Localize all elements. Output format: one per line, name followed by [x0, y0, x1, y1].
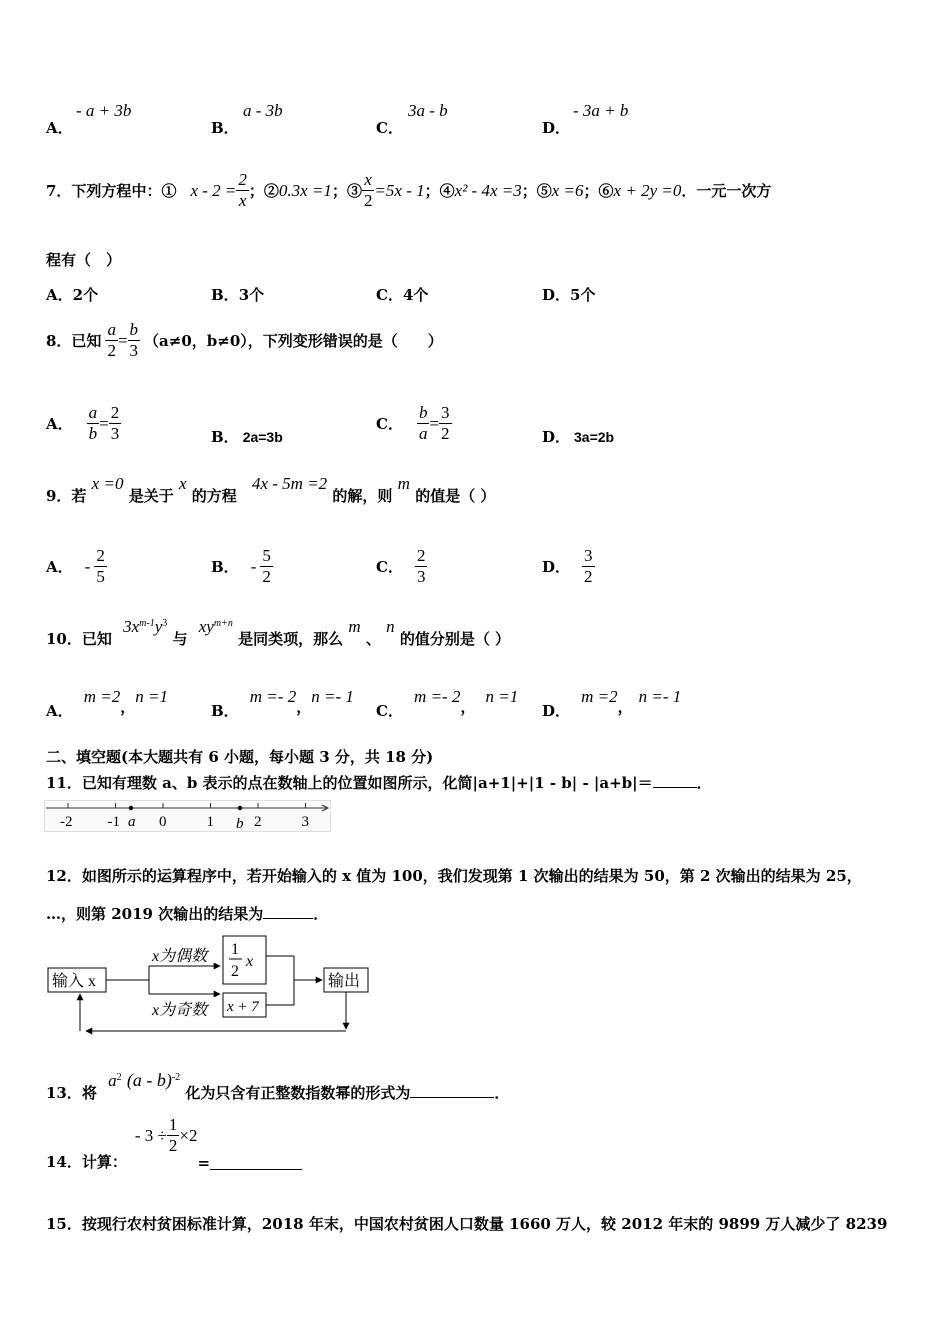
number-line-tick-label: -1 [107, 814, 120, 830]
q7-suffix: ．一元一次方 [681, 182, 772, 200]
question-10 [46, 617, 511, 660]
q8-option-c: C． $\frac{b}{a}$ = $\frac{3}{2}$ [376, 403, 450, 443]
flow-odd-op: x + 7 [227, 999, 259, 1015]
q9-mid1: 是关于 [128, 487, 174, 505]
q7-eq4: x² - 4x =3 [454, 180, 522, 200]
point-a-label: a [128, 814, 136, 830]
q9-mid3: 的解，则 [332, 487, 393, 505]
q7-line2: 程有（ ） [46, 251, 122, 269]
q13-expr-paren: (a - b) [126, 1070, 172, 1090]
q7-sep2: ；② [248, 182, 279, 200]
q7-option-a: A．2个 [46, 286, 99, 304]
q14-answer-blank[interactable] [210, 1169, 302, 1170]
question-11 [46, 772, 712, 793]
flow-output-label: 输出 [328, 973, 361, 990]
q7-eq3-fraction: $\frac{x}{2}$ [363, 170, 373, 210]
q8-suffix: （a≠0，b≠0），下列变形错误的是（ ） [144, 332, 443, 350]
q10-var-n: n [386, 617, 395, 636]
q12-flowchart [44, 930, 374, 1040]
q6-option-c-letter: C． [376, 119, 403, 137]
q7-sep5: ；⑤ [521, 182, 552, 200]
q14-expression [135, 1115, 198, 1156]
question-9 [46, 474, 496, 515]
q7-option-d: D．5个 [542, 286, 596, 304]
q6-option-b-letter: B． [211, 119, 239, 137]
q11-text: 11．已知有理数 a、b 表示的点在数轴上的位置如图所示，化简|a+1|+|1 - b| - |a+b|＝ [46, 774, 653, 792]
q7-sep3: ；③ [331, 182, 362, 200]
question-13 [46, 1070, 509, 1102]
q11-answer-blank[interactable] [653, 787, 697, 788]
q13-prefix: 13．将 [46, 1084, 97, 1102]
q6-option-c-expr: 3a - b [408, 101, 448, 120]
question-14 [46, 1115, 302, 1174]
q9-prefix: 9．若 [46, 487, 87, 505]
point-b-dot [238, 806, 242, 810]
q10-option-d: D． m =2，n =- 1 [542, 687, 682, 720]
q7-sep6: ；⑥ [583, 182, 614, 200]
number-line-tick-label: 3 [301, 814, 309, 830]
question-8 [46, 320, 443, 361]
q13-expr-paren-sup: -2 [171, 1072, 181, 1083]
flow-even-op-den: 2 [231, 963, 239, 980]
q12-line2: …，则第 2019 次输出的结果为 ． [46, 905, 329, 923]
q8-option-b: B． 2a=3b [211, 428, 283, 446]
q10-term1: $3x^{m-1}y^3$ [123, 617, 168, 636]
q8-cond-frac2: $\frac{b}{3}$ [129, 320, 139, 360]
q12-line1: 12．如图所示的运算程序中，若开始输入的 x 值为 100，我们发现第 1 次输出的结果为 50，第 2 次输出的结果为 25， [46, 867, 862, 885]
q14-expr-right: ×2 [179, 1125, 198, 1145]
q8-option-a: A． $\frac{a}{b}$ = $\frac{2}{3}$ [46, 403, 120, 443]
q7-eq2: 0.3x =1 [278, 180, 332, 200]
q12-answer-blank[interactable] [263, 918, 313, 919]
q10-option-c: C． m =- 2，n =1 [376, 687, 519, 720]
q14-fraction: $\frac{1}{2}$ [168, 1115, 178, 1155]
q8-cond-eq: = [117, 330, 128, 350]
q10-var-m: m [348, 617, 361, 636]
q15-text: 15．按现行农村贫困标准计算，2018 年末，中国农村贫困人口数量 1660 万人，较 2012 年末的 9899 万人减少了 8239 [46, 1215, 888, 1233]
q6-option-a-expr: - a + 3b [76, 101, 132, 120]
q7-eq5: x =6 [551, 180, 584, 200]
q13-expr-a: a [108, 1071, 117, 1090]
point-a-dot [129, 806, 133, 810]
q13-answer-blank[interactable] [410, 1097, 494, 1098]
number-line-tick-label: -2 [60, 814, 73, 830]
flow-input-label: 输入 x [52, 973, 97, 990]
flow-even-op-var: x [246, 953, 254, 970]
q7-prefix: 7．下列方程中：① [46, 182, 177, 200]
q10-prefix: 10．已知 [46, 630, 112, 648]
q9-option-c: C． $\frac{2}{3}$ [376, 546, 426, 586]
flow-even-op-num: 1 [231, 941, 239, 958]
q9-suffix: 的值是（ ） [415, 487, 496, 505]
q14-prefix: 14．计算： [46, 1153, 127, 1171]
q13-suffix: 化为只含有正整数指数幂的形式为 [185, 1084, 411, 1102]
section-2-title: 二、填空题(本大题共有 6 小题，每小题 3 分，共 18 分) [46, 748, 434, 766]
q11-number-line [44, 800, 334, 836]
q7-eq6: x + 2y =0 [613, 180, 682, 200]
q6-option-d-expr: - 3a + b [573, 101, 629, 120]
number-line-tick-label: 1 [206, 814, 214, 830]
number-line-tick-label: 0 [159, 814, 167, 830]
q10-option-b: B． m =- 2，n =- 1 [211, 687, 354, 720]
flow-odd-label: x为奇数 [152, 1002, 208, 1019]
q8-cond-frac1: $\frac{a}{2}$ [107, 320, 116, 360]
q11-end: ． [696, 774, 712, 792]
number-line-tick-label: 2 [254, 814, 262, 830]
q8-option-d: D． 3a=2b [542, 428, 615, 446]
q10-mid: 与 [172, 630, 188, 648]
q9-var-m: m [397, 474, 410, 493]
q7-sep4: ；④ [424, 182, 455, 200]
flow-even-op-box [223, 936, 266, 984]
point-b-label: b [236, 816, 244, 832]
question-7 [46, 170, 771, 211]
q10-sep: 、 [365, 630, 381, 648]
q10-suffix: 的值分别是（ ） [399, 630, 511, 648]
q10-mid2: 是同类项，那么 [238, 630, 344, 648]
q6-option-b-expr: a - 3b [243, 101, 283, 120]
q7-option-c: C．4个 [376, 286, 429, 304]
q6-option-a-letter: A． [46, 119, 73, 137]
q9-option-d: D． $\frac{3}{2}$ [542, 546, 593, 586]
q9-option-b: B． - $\frac{5}{2}$ [211, 546, 271, 586]
q13-expr-a-sup: 2 [116, 1072, 122, 1083]
q9-equation: 4x - 5m =2 [251, 474, 328, 493]
q14-eq: = [197, 1154, 211, 1172]
q7-eq1-fraction: $\frac{2}{x}$ [238, 170, 247, 210]
q8-prefix: 8．已知 [46, 332, 102, 350]
q6-option-d-letter: D． [542, 119, 571, 137]
q7-eq3-right: =5x - 1 [374, 180, 425, 200]
q10-term2: $xy^{m+n}$ [198, 617, 233, 636]
q14-expr-left: - 3 ÷ [134, 1125, 167, 1145]
flow-even-label: x为偶数 [152, 948, 208, 965]
q7-eq1-left: x - 2 = [190, 180, 237, 200]
q9-cond: x =0 [91, 474, 124, 493]
q7-option-b: B．3个 [211, 286, 265, 304]
q10-option-a: A． m =2，n =1 [46, 687, 168, 720]
q9-option-a: A． - $\frac{2}{5}$ [46, 546, 105, 586]
number-line-frame [45, 801, 331, 832]
q9-mid2: 的方程 [191, 487, 237, 505]
q13-end: ． [494, 1084, 510, 1102]
q9-var-x: x [178, 474, 187, 493]
